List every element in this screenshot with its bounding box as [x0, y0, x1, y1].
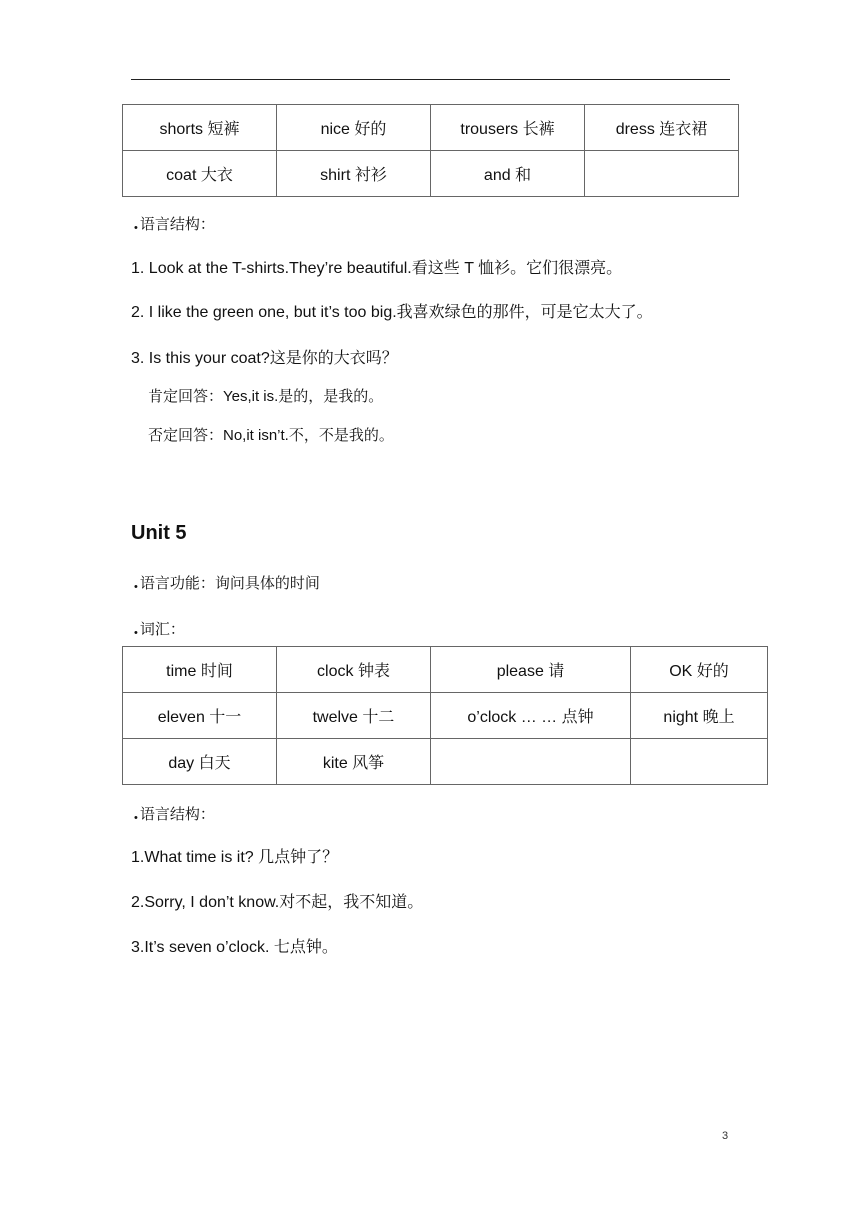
table-cell: night 晚上	[631, 693, 768, 739]
sentence-line: 2. I like the green one, but it’s too big.我喜欢绿色的那件，可是它太大了。	[131, 304, 653, 321]
sentence-line: 1. Look at the T-shirts.They’re beautiful.看这些 T 恤衫。它们很漂亮。	[131, 260, 623, 277]
table-cell	[585, 151, 739, 197]
table-cell	[431, 739, 631, 785]
table-cell: trousers 长裤	[431, 105, 585, 151]
header-rule	[131, 79, 730, 80]
table-cell: day 白天	[123, 739, 277, 785]
unit-heading: Unit 5	[131, 522, 187, 544]
table-row	[123, 151, 739, 197]
table-cell: clock 钟表	[277, 647, 431, 693]
table-row	[123, 105, 739, 151]
table-cell: please 请	[431, 647, 631, 693]
sentence-line: 2.Sorry, I don’t know.对不起，我不知道。	[131, 894, 424, 911]
vocab-table-unit4	[122, 104, 739, 197]
table-cell: twelve 十二	[277, 693, 431, 739]
table-cell: OK 好的	[631, 647, 768, 693]
table-row	[123, 647, 768, 693]
sentence-line: 1.What time is it? 几点钟了？	[131, 849, 339, 866]
table-row	[123, 739, 768, 785]
table-cell: nice 好的	[277, 105, 431, 151]
table-cell	[631, 739, 768, 785]
table-cell: shorts 短裤	[123, 105, 277, 151]
table-cell: dress 连衣裙	[585, 105, 739, 151]
sentence-line: 3.It’s seven o’clock. 七点钟。	[131, 939, 338, 956]
table-cell: time 时间	[123, 647, 277, 693]
negative-answer: 否定回答：No,it isn’t.不，不是我的。	[148, 427, 394, 444]
vocab-label: • 词汇：	[134, 618, 185, 639]
sentence-line: 3. Is this your coat?这是你的大衣吗？	[131, 350, 398, 367]
structure-label: • 语言结构：	[134, 213, 215, 234]
positive-answer: 肯定回答：Yes,it is.是的，是我的。	[148, 388, 384, 405]
function-label: • 语言功能：询问具体的时间	[134, 572, 320, 593]
vocab-table-unit5	[122, 646, 768, 785]
table-row	[123, 693, 768, 739]
structure-label: • 语言结构：	[134, 803, 215, 824]
table-cell: o’clock … … 点钟	[431, 693, 631, 739]
table-cell: and 和	[431, 151, 585, 197]
table-cell: coat 大衣	[123, 151, 277, 197]
table-cell: kite 风筝	[277, 739, 431, 785]
page-number: 3	[722, 1130, 729, 1142]
table-cell: shirt 衬衫	[277, 151, 431, 197]
table-cell: eleven 十一	[123, 693, 277, 739]
